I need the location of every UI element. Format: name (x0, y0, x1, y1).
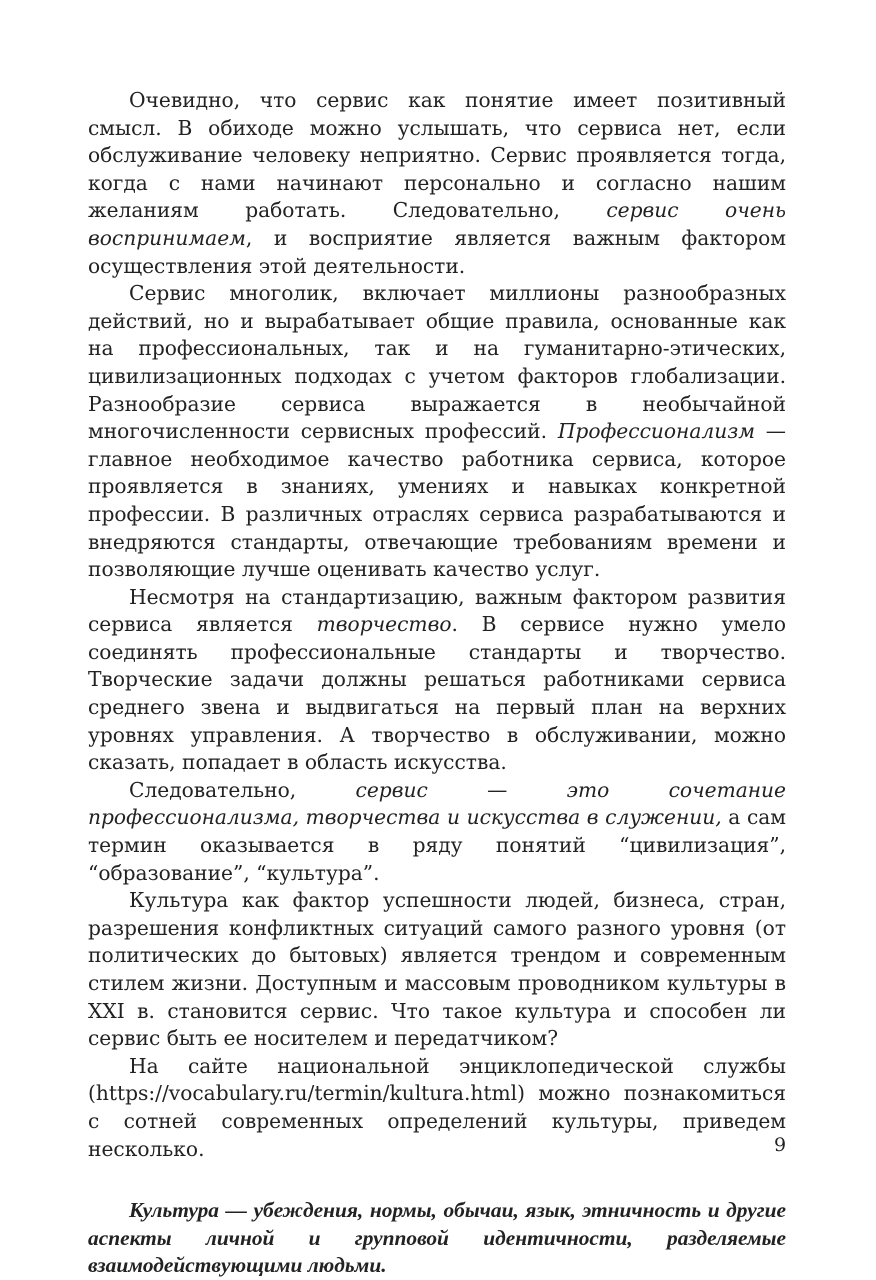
paragraph-1 (88, 87, 786, 280)
paragraph-4-text-c: а сам термин оказывается в ряду понятий “цивилизация”, “образование”, “культура”. (88, 805, 787, 885)
paragraph-2-italic: Профессионализм (557, 419, 755, 444)
paragraph-4 (88, 777, 786, 887)
paragraph-3-text-a: Несмотря на стандартизацию, важным фактором развития сервиса является (88, 584, 786, 637)
paragraph-5: Культура как фактор успешности людей, бизнеса, стран, разрешения конфликтных ситуаций самого разного уровня (от политических до бытовых) является трендом и современным стилем жизни. Доступным и массовым проводником культуры в XXI в. становится сервис. Что такое культура и способен ли сервис быть ее носителем и передатчиком? (88, 888, 786, 1051)
page-body (88, 87, 786, 1280)
paragraph-4-italic: сервис — это сочетание профессионализма, творчества и искусства в служении, (88, 777, 786, 830)
paragraph-2 (88, 280, 786, 584)
culture-definition: Культура — убеждения, нормы, обычаи, язык, этничность и другие аспекты личной и групповой идентичности, разделяемые взаимодействующими людьми. (88, 1198, 786, 1278)
paragraph-2-text-a: Сервис многолик, включает миллионы разнообразных действий, но и вырабатывает общие правила, основанные как на профессиональных, так и на гуманитарно-этических, цивилизационных подходах с учетом факторов глобализации. Разнообразие сервиса выражается в необычайной многочисленности сервисных профессий. (88, 281, 786, 444)
paragraph-3 (88, 584, 786, 777)
paragraph-1-text-c: , и восприятие является важным фактором осуществления этой деятельности. (88, 225, 786, 278)
paragraph-2-text-c: — главное необходимое качество работника сервиса, которое проявляется в знаниях, умениях и навыках конкретной профессии. В различных отраслях сервиса разрабатываются и внедряются стандарты, отвечающие требованиям времени и позволяющие лучше оценивать качество услуг. (88, 419, 786, 582)
paragraph-6: На сайте национальной энциклопедической службы (https://vocabulary.ru/termin/kultura.html) можно познакомиться с сотней современных определений культуры, приведем несколько. (88, 1053, 786, 1161)
page-number: 9 (774, 1134, 787, 1156)
paragraph-4-text-a: Следовательно, (129, 777, 356, 802)
paragraph-3-text-c: . В сервисе нужно умело соединять профессиональные стандарты и творчество. Творческие задачи должны решаться работниками сервиса среднего звена и выдвигаться на первый план на верхних уровнях управления. А творчество в обслуживании, можно сказать, попадает в область искусства. (88, 612, 786, 775)
paragraph-1-text-a: Очевидно, что сервис как понятие имеет позитивный смысл. В обиходе можно услышать, что сервиса нет, если обслуживание человеку неприятно. Сервис проявляется тогда, когда с нами начинают персонально и согласно нашим желаниям работать. Следовательно, (88, 88, 786, 223)
paragraph-1-italic: сервис очень воспринимаем (88, 198, 786, 250)
paragraph-3-italic: творчество (316, 612, 452, 637)
